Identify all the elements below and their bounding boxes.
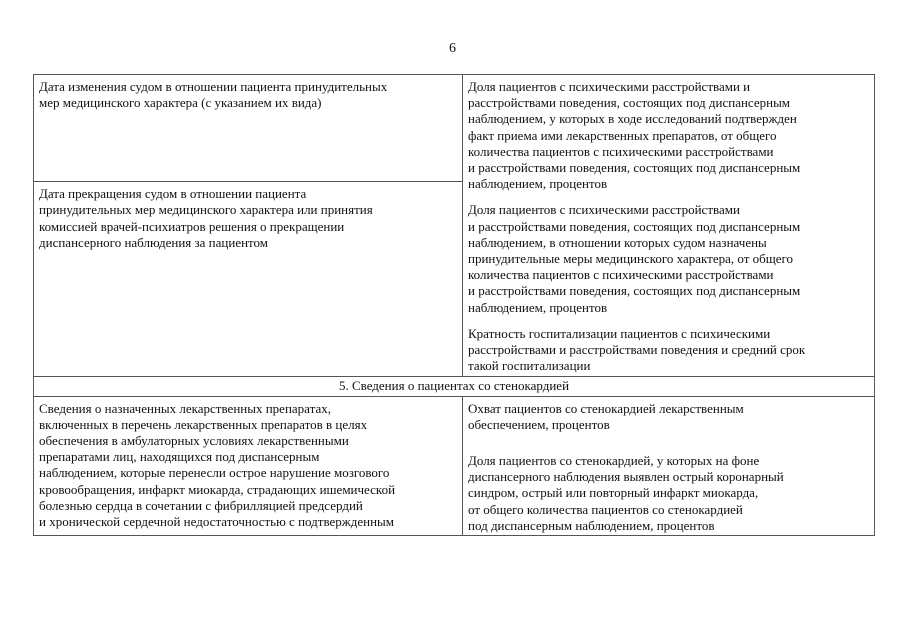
section-header-row	[34, 377, 875, 396]
cell-indicators-psychiatry	[463, 75, 875, 377]
indicator-text: Доля пациентов со стенокардией, у которых на фоне диспансерного наблюдения выявлен острый коронарный синдром, острый или повторный инфаркт миокарда, от общего количества пациентов со стенокардией под диспансерным наблюдением, процентов	[468, 453, 784, 533]
page-number: 6	[449, 41, 456, 56]
indicator-text: Доля пациентов с психическими расстройствами и расстройствами поведения, состоящих под диспансерным наблюдением, у которых в ходе исследований подтвержден факт приема ими лекарственных препаратов, от общего количества пациентов с психическими расстройствами и расстройствами поведения, состоящих под диспансерным наблюдением, процентов	[468, 79, 801, 192]
document-table	[33, 74, 875, 536]
cell-prescribed-drugs	[34, 396, 463, 535]
cell-text: Дата изменения судом в отношении пациента принудительных мер медицинского характера (с указанием их вида)	[39, 79, 388, 111]
indicator-text: Охват пациентов со стенокардией лекарственным обеспечением, процентов	[468, 400, 744, 432]
table-row	[34, 396, 875, 535]
table-row	[34, 75, 875, 182]
cell-termination-date	[34, 182, 463, 377]
indicator-text: Доля пациентов с психическими расстройствами и расстройствами поведения, состоящих под диспансерным наблюдением, в отношении которых судом назначены принудительные меры медицинского характера, от общего количества пациентов с психическими расстройствами и расстройствами поведения, состоящих под диспансерным наблюдением, процентов	[468, 202, 801, 315]
section-title: 5. Сведения о пациентах со стенокардией	[34, 377, 875, 396]
cell-text: Сведения о назначенных лекарственных препаратах, включенных в перечень лекарственных препаратов в целях обеспечения в амбулаторных условиях лекарственными препаратами лиц, находящихся под диспансерным наблюдением, которые перенесли острое нарушение мозгового кровообращения, инфаркт миокарда, страдающих ишемической болезнью сердца в сочетании с фибрилляцией предсердий и хронической сердечной недостаточностью с подтвержденным	[39, 400, 396, 530]
indicator-text: Кратность госпитализации пациентов с психическими расстройствами и расстройствами поведения и средний срок такой госпитализации	[468, 325, 806, 374]
cell-change-date	[34, 75, 463, 182]
cell-text: Дата прекращения судом в отношении пациента принудительных мер медицинского характера или принятия комиссией врачей-психиатров решения о прекращении диспансерного наблюдения за пациентом	[39, 186, 373, 250]
cell-indicators-angina	[463, 396, 875, 535]
